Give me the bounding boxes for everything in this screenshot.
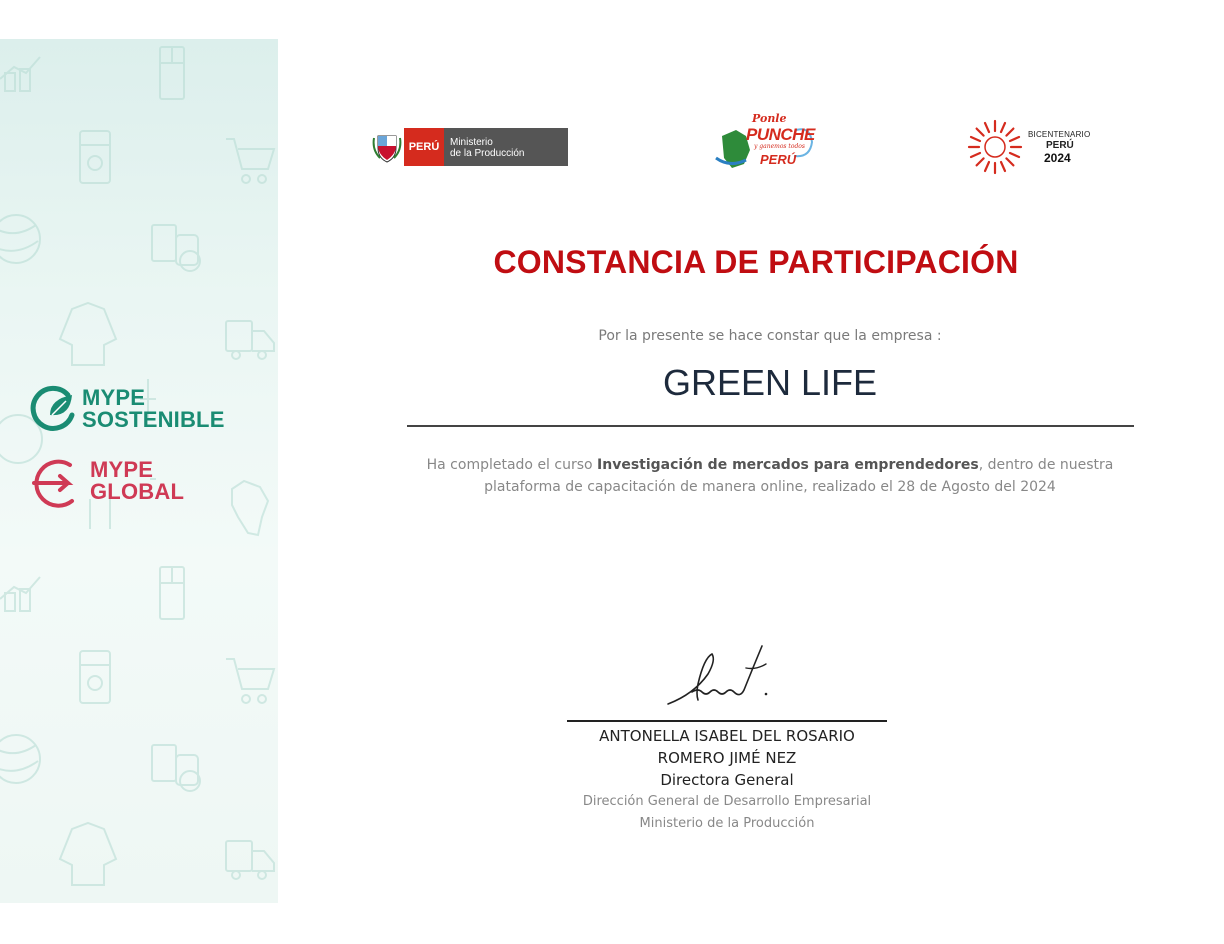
company-name: GREEN LIFE: [662, 362, 878, 403]
ministry-line1: Ministerio: [450, 137, 493, 148]
signature-line: [567, 720, 887, 722]
punche-text: PUNCHE: [746, 125, 815, 144]
signatory-organization: Ministerio de la Producción: [639, 816, 815, 831]
peru-text: PERÚ: [760, 152, 797, 167]
leaf-cycle-icon: [28, 385, 78, 437]
certificate-body: [420, 454, 1120, 498]
course-name: Investigación de mercados para emprendedores: [597, 457, 979, 473]
brand-line1: MYPE: [82, 385, 146, 410]
brand-line2: SOSTENIBLE: [82, 407, 225, 432]
brand-line1: MYPE: [90, 457, 154, 482]
sidebar-panel: [0, 39, 278, 903]
company-underline: [407, 425, 1134, 427]
ministerio-produccion-logo: [372, 128, 568, 166]
certificate-intro: Por la presente se hace constar que la empresa :: [598, 328, 942, 344]
body-text-end: , dentro de nuestra: [978, 457, 1114, 473]
signatory-role: Directora General: [660, 771, 794, 789]
mype-global-logo: [30, 457, 230, 509]
bicentenario-peru-text: PERÚ: [1046, 140, 1074, 151]
ponle-punche-logo: [712, 112, 820, 176]
mype-sostenible-logo: [28, 385, 248, 437]
globe-arrow-icon: [30, 457, 90, 509]
sunburst-icon: [966, 118, 1024, 176]
signatory-department: Dirección General de Desarrollo Empresarial: [582, 794, 872, 809]
ponle-text: Ponle: [752, 112, 787, 125]
signatory-name-line1: ANTONELLA ISABEL DEL ROSARIO: [599, 727, 855, 745]
ministry-line2: de la Producción: [450, 148, 525, 159]
ganemos-text: y ganemos todos: [754, 143, 805, 150]
body-text-line2: plataforma de capacitación de manera online, realizado el 28 de Agosto del 2024: [484, 479, 1056, 495]
body-text-start: Ha completado el curso: [426, 457, 598, 473]
peru-label: PERÚ: [404, 128, 444, 166]
handwritten-signature: [662, 638, 782, 712]
brand-line2: GLOBAL: [90, 479, 185, 504]
bicentenario-logo: [966, 118, 1100, 178]
bicentenario-text: BICENTENARIO: [1028, 130, 1091, 139]
bicentenario-year: 2024: [1044, 151, 1071, 165]
signatory-name-line2: ROMERO JIMÉ NEZ: [657, 749, 797, 767]
coat-of-arms-icon: [372, 132, 402, 164]
certificate-title: CONSTANCIA DE PARTICIPACIÓN: [493, 244, 1019, 280]
